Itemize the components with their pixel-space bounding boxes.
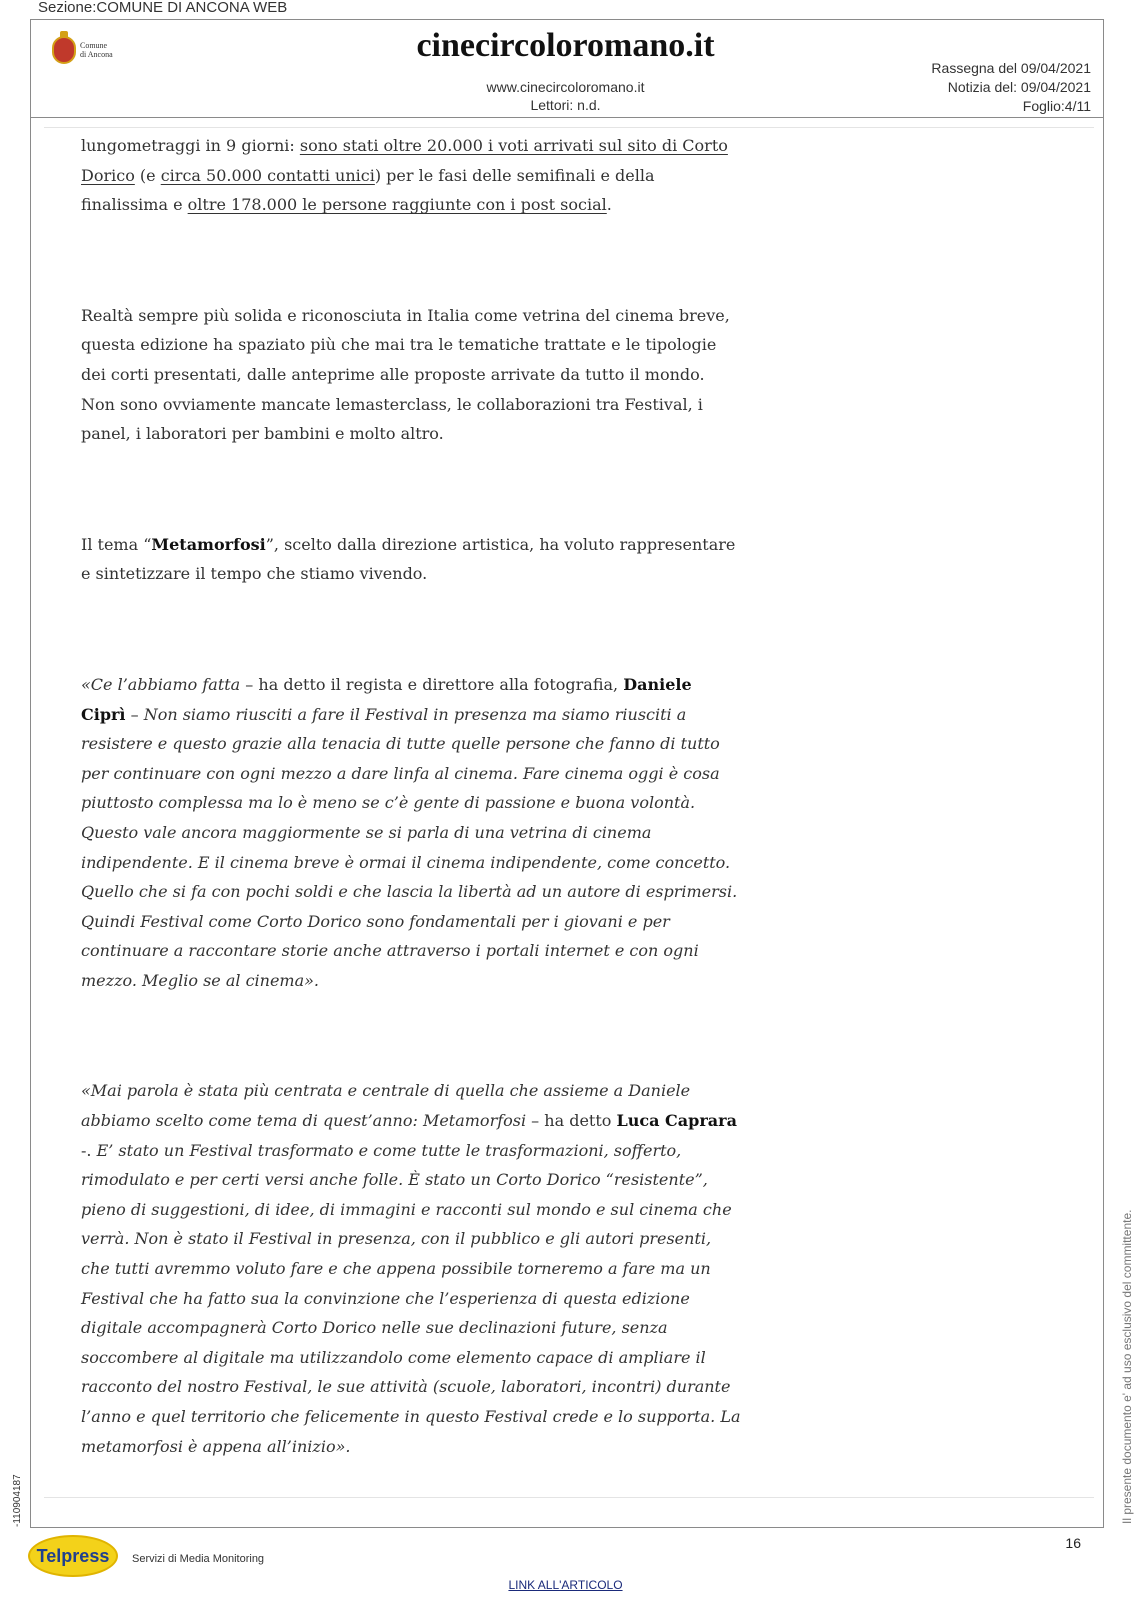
telpress-logo-text: Telpress — [36, 1545, 110, 1566]
speaker-cipri: Daniele Ciprì — [81, 674, 692, 724]
publication-url: www.cinecircoloromano.it — [486, 79, 645, 95]
media-monitoring-tagline: Servizi di Media Monitoring — [132, 1553, 265, 1565]
rassegna-date: Rassegna del 09/04/2021 — [931, 60, 1091, 76]
text: – ha detto — [526, 1111, 617, 1131]
text: ”, scelto dalla direzione artistica, ha voluto rappresentare e sintetizzare il tempo che stiamo vivendo. — [81, 534, 736, 584]
text: «Mai parola è stata più centrata e centrale di quella che assieme a Daniele abbiamo scelto come tema di quest’anno: Metamorfosi — [81, 1081, 691, 1131]
telpress-logo — [28, 1535, 118, 1577]
readers-count: Lettori: n.d. — [530, 97, 601, 113]
logo-line-1: Comune — [80, 41, 108, 50]
document-id: -110904187 — [12, 1474, 23, 1527]
logo-line-2: di Ancona — [80, 50, 113, 59]
article-link[interactable]: LINK ALL'ARTICOLO — [508, 1578, 623, 1592]
stat-contacts: circa 50.000 contatti unici — [160, 165, 375, 185]
text: (e — [134, 165, 161, 185]
speaker-caprara: Luca Caprara — [616, 1111, 737, 1131]
text: -. — [81, 1140, 97, 1160]
quote-cipri — [81, 670, 741, 996]
text: . — [606, 195, 612, 215]
publication-title: cinecircoloromano.it — [416, 27, 715, 64]
theme-name: Metamorfosi — [151, 534, 266, 554]
article-body — [81, 131, 741, 1461]
page-number: 16 — [1065, 1535, 1081, 1551]
text: «Ce l’abbiamo fatta — [81, 674, 241, 694]
text: – — [125, 704, 144, 724]
stat-votes: sono stati oltre 20.000 i voti arrivati sul sito di Corto Dorico — [81, 136, 728, 185]
text: Il tema “ — [81, 534, 152, 554]
notizia-date: Notizia del: 09/04/2021 — [947, 79, 1091, 95]
paragraph-theme — [81, 530, 741, 589]
section-label: Sezione:COMUNE DI ANCONA WEB — [38, 0, 288, 16]
text: ) per le fasi delle semifinali e della finalissima e — [81, 165, 655, 215]
text: E’ stato un Festival trasformato e come tutte le trasformazioni, sofferto, rimodulato e per certi versi anche folle. È stato un Corto Dorico “resistente”, pieno di suggestioni, di idee, di immagini e racconti sul mondo e sul cinema che verrà. Non è stato il Festival in presenza, con il pubblico e gli autori presenti, che tutti avremmo voluto fare e che appena possibile torneremo a fare ma un Festival che ha fatto sua la convinzione che l’esperienza di questa edizione digitale accompagnerà Corto Dorico nelle sue declinazioni future, senza soccombere al digitale ma utilizzandolo come elemento capace di ampliare il racconto del nostro Festival, le sue attività (scuole, laboratori, incontri) durante l’anno e quel territorio che felicemente in questo Festival crede e lo supporta. La metamorfosi è appena all’inizio». — [81, 1140, 741, 1456]
quote-caprara — [81, 1076, 741, 1461]
content-top-rule — [44, 127, 1094, 128]
usage-disclaimer: Il presente documento e' ad uso esclusivo del committente. — [1120, 1209, 1134, 1524]
text: – ha detto il regista e direttore alla fotografia, — [240, 674, 624, 694]
paragraph-edition: Realtà sempre più solida e riconosciuta in Italia come vetrina del cinema breve, questa edizione ha spaziato più che mai tra le tematiche trattate e le tipologie dei corti presentati, dalle anteprime alle proposte arrivate da tutto il mondo. Non sono ovviamente mancate lemasterclass, le collaborazioni tra Festival, i panel, i laboratori per bambini e molto altro. — [81, 305, 730, 444]
content-bottom-rule — [44, 1497, 1094, 1498]
text: lungometraggi in 9 giorni: — [81, 136, 300, 155]
clipping-meta — [931, 59, 1091, 116]
paragraph-stats — [81, 131, 741, 220]
header-divider — [30, 117, 1104, 118]
stat-reach: oltre 178.000 le persone raggiunte con i post social — [187, 195, 607, 215]
foglio: Foglio:4/11 — [1022, 98, 1091, 114]
text: Non siamo riusciti a fare il Festival in presenza ma siamo riusciti a resistere e questo grazie alla tenacia di tutte quelle persone che fanno di tutto per continuare con ogni mezzo a dare linfa al cinema. Fare cinema oggi è cosa piuttosto complessa ma lo è meno se c’è gente di passione e buona volontà. Questo vale ancora maggiormente se si parla di una vetrina di cinema indipendente. E il cinema breve è ormai il cinema indipendente, come concetto. Quello che si fa con pochi soldi e che lascia la libertà ad un autore di esprimersi. Quindi Festival come Corto Dorico sono fondamentali per i giovani e per continuare a raccontare storie anche attraverso i portali internet e con ogni mezzo. Meglio se al cinema». — [81, 704, 738, 990]
